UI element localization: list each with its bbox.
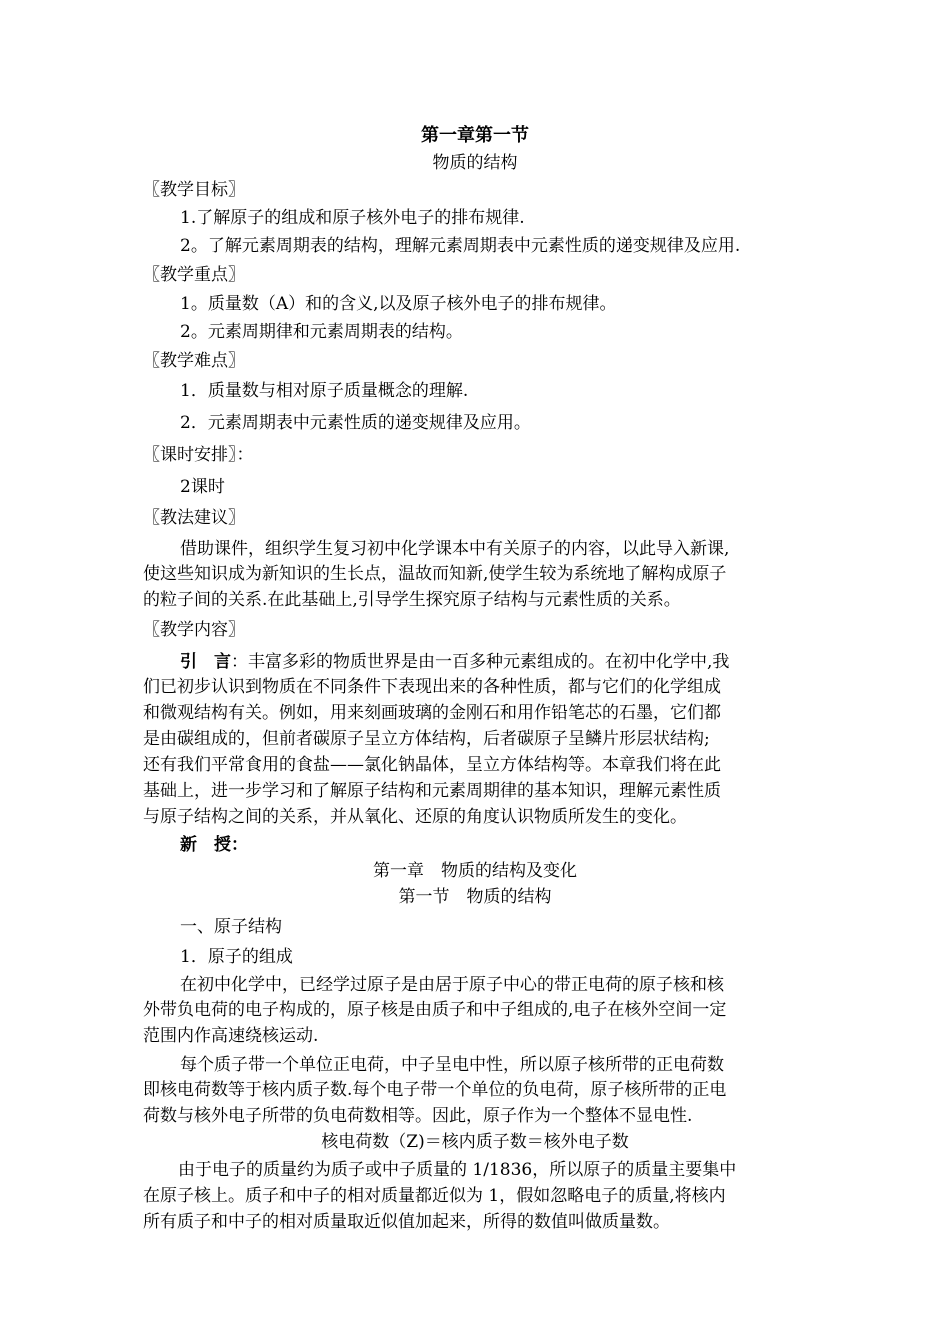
goals-item: 2。了解元素周期表的结构，理解元素周期表中元素性质的递变规律及应用. <box>180 236 741 256</box>
content-heading: 〖教学内容〗 <box>143 620 245 640</box>
method-line: 借助课件，组织学生复习初中化学课本中有关原子的内容，以此导入新课, <box>180 539 730 559</box>
para-line: 外带负电荷的电子构成的，原子核是由质子和中子组成的,电子在核外空间一定 <box>143 1000 727 1020</box>
intro-text: ：丰富多彩的物质世界是由一百多种元素组成的。在初中化学中,我 <box>231 652 730 672</box>
intro-label: 引 言 <box>180 652 231 672</box>
para-line: 在原子核上。质子和中子的相对质量都近似为 1，假如忽略电子的质量,将核内 <box>143 1186 726 1206</box>
intro-line: 还有我们平常食用的食盐——氯化钠晶体，呈立方体结构等。本章我们将在此 <box>143 755 721 775</box>
para-line: 范围内作高速绕核运动. <box>143 1026 319 1046</box>
key-item: 2。元素周期律和元素周期表的结构。 <box>180 322 463 342</box>
part-subheading: 1．原子的组成 <box>180 947 293 967</box>
schedule-value: 2课时 <box>180 477 225 497</box>
chapter-title: 第一章 物质的结构及变化 <box>373 861 577 881</box>
goals-item: 1.了解原子的组成和原子核外电子的排布规律. <box>180 208 525 228</box>
goals-heading: 〖教学目标〗 <box>143 180 245 200</box>
para-line: 所有质子和中子的相对质量取近似值加起来，所得的数值叫做质量数。 <box>143 1212 670 1232</box>
para-line: 荷数与核外电子所带的负电荷数相等。因此，原子作为一个整体不显电性. <box>143 1106 693 1126</box>
schedule-heading: 〖课时安排〗： <box>143 445 254 465</box>
intro-line: 是由碳组成的，但前者碳原子呈立方体结构，后者碳原子呈鳞片形层状结构; <box>143 729 710 749</box>
new-lesson-label: 新 授： <box>180 835 248 855</box>
intro-line: 基础上，进一步学习和了解原子结构和元素周期律的基本知识，理解元素性质 <box>143 781 721 801</box>
section-title: 第一节 物质的结构 <box>398 887 552 907</box>
part-heading: 一、原子结构 <box>180 917 282 937</box>
intro-line: 与原子结构之间的关系，并从氧化、还原的角度认识物质所发生的变化。 <box>143 807 687 827</box>
para-line: 即核电荷数等于核内质子数.每个电子带一个单位的负电荷，原子核所带的正电 <box>143 1080 727 1100</box>
para-line: 每个质子带一个单位正电荷，中子呈电中性，所以原子核所带的正电荷数 <box>180 1055 724 1075</box>
page-subtitle: 物质的结构 <box>432 153 518 173</box>
method-line: 使这些知识成为新知识的生长点，温故而知新,使学生较为系统地了解构成原子 <box>143 564 727 584</box>
para-line: 在初中化学中，已经学过原子是由居于原子中心的带正电荷的原子核和核 <box>180 975 724 995</box>
key-item: 1。质量数（A）和的含义,以及原子核外电子的排布规律。 <box>180 294 617 314</box>
formula: 核电荷数（Z)＝核内质子数＝核外电子数 <box>321 1132 629 1152</box>
difficulty-heading: 〖教学难点〗 <box>143 351 245 371</box>
difficulty-item: 1．质量数与相对原子质量概念的理解. <box>180 381 469 401</box>
intro-line: 和微观结构有关。例如，用来刻画玻璃的金刚石和用作铅笔芯的石墨，它们都 <box>143 703 721 723</box>
method-heading: 〖教法建议〗 <box>143 508 245 528</box>
method-line: 的粒子间的关系.在此基础上,引导学生探究原子结构与元素性质的关系。 <box>143 590 681 610</box>
page-title: 第一章第一节 <box>421 125 529 146</box>
difficulty-item: 2．元素周期表中元素性质的递变规律及应用。 <box>180 413 531 433</box>
intro-line: 们已初步认识到物质在不同条件下表现出来的各种性质，都与它们的化学组成 <box>143 677 721 697</box>
para-line: 由于电子的质量约为质子或中子质量的 1/1836，所以原子的质量主要集中 <box>178 1160 737 1180</box>
key-heading: 〖教学重点〗 <box>143 265 245 285</box>
intro-first-line <box>180 650 813 674</box>
